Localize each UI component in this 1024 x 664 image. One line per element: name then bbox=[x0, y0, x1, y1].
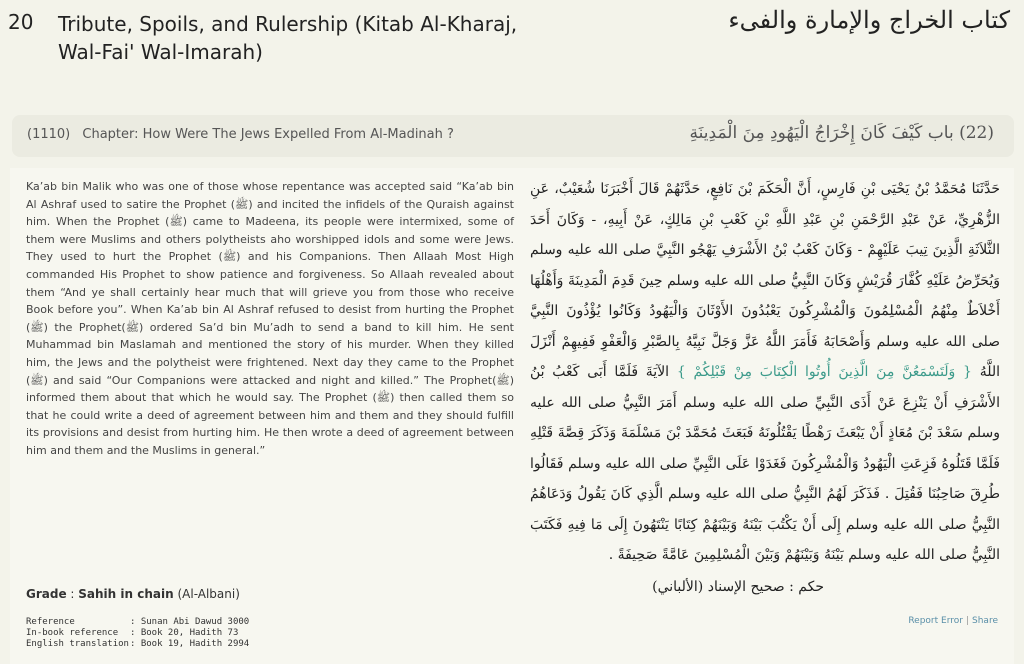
reference-label: Reference bbox=[26, 617, 75, 627]
grade-arabic-value: صحيح الإسناد bbox=[707, 579, 785, 595]
chapter-title-arabic: (22) باب كَيْفَ كَانَ إِخْرَاجُ الْيَهُودِ مِنَ الْمَدِينَةِ bbox=[689, 123, 994, 143]
reference-label: English translation bbox=[26, 639, 129, 649]
grade-label: Grade bbox=[26, 587, 67, 601]
book-title-arabic: كتاب الخراج والإمارة والفىء bbox=[728, 6, 1010, 34]
grade-value: Sahih in chain bbox=[78, 587, 174, 601]
book-header bbox=[0, 0, 1024, 110]
actions-separator: | bbox=[965, 616, 970, 626]
chapter-number: (1110) bbox=[27, 127, 71, 142]
quran-ayah: { وَلَتَسْمَعُنَّ مِنَ الَّذِينَ أُوتُوا الْكِتَابَ مِنْ قَبْلِكُمْ } bbox=[676, 364, 972, 380]
references-table bbox=[26, 617, 249, 650]
reference-value: : Sunan Abi Dawud 3000 bbox=[130, 617, 250, 627]
grade-arabic-label: حكم bbox=[798, 579, 824, 595]
hadith-arabic-text bbox=[530, 174, 1000, 571]
book-title-english: Tribute, Spoils, and Rulership (Kitab Al-Kharaj, Wal-Fai' Wal-Imarah) bbox=[58, 12, 518, 64]
reference-label: In-book reference bbox=[26, 628, 119, 638]
chapter-title-english bbox=[27, 127, 454, 142]
grade-arabic: حكم : صحيح الإسناد (الألباني) bbox=[652, 579, 824, 595]
reference-row bbox=[26, 617, 249, 628]
book-number: 20 bbox=[8, 10, 34, 34]
hadith-container bbox=[10, 168, 1014, 664]
hadith-english-text: Ka’ab bin Malik who was one of those whose repentance was accepted said “Ka’ab bin Al Ashraf used to satire the Prophet (ﷺ) and incited the infidels of the Quraish against him. When the Prophet (ﷺ) came to Madeena, its people were intermixed, some of them were Muslims and others polytheists aho worshipped idols and some were Jews. They used to hurt the Prophet (ﷺ) and his Companions. Then Allaah Most High commanded His Prophet to show patience and forgiveness. So Allaah revealed about them “And ye shall certainly hear much that will grieve you from those who receive Book before you”. When Ka’ab bin Al Ashraf refused to desist from hurting the Prophet (ﷺ) the Prophet(ﷺ) ordered Sa’d bin Mu’adh to send a band to kill him. He sent Muhammad bin Maslamah and mentioned the story of his murder. When they killed him, the Jews and the polytheist were frightened. Next day they came to the Prophet (ﷺ) and said “Our Companions were attacked and night and killed.” The Prophet(ﷺ) informed them about that which he would say. The Prophet (ﷺ) then called them so that he could write a deed of agreement between him and them and they should fulfill its provisions and desist from hurting him. He then wrote a deed of agreement between him and them and the Muslims in general.” bbox=[26, 180, 514, 457]
arabic-text-part2: الآيَةَ فَلَمَّا أَبَى كَعْبُ بْنُ الأَشْرَفِ أَنْ يَنْزِعَ عَنْ أَذَى النَّبِيِّ صلى الله عليه وسلم أَمَرَ النَّبِيُّ صلى الله عليه وسلم سَعْدَ بْنَ مُعَاذٍ أَنْ يَبْعَثَ رَهْطًا يَقْتُلُونَهُ فَبَعَثَ مُحَمَّدَ بْنَ مَسْلَمَةَ وَذَكَرَ قِصَّةَ قَتْلِهِ فَلَمَّا قَتَلُوهُ فَزِعَتِ الْيَهُودُ وَالْمُشْرِكُونَ فَغَدَوْا عَلَى النَّبِيِّ صلى الله عليه وسلم فَقَالُوا طُرِقَ صَاحِبُنَا فَقُتِلَ ‏.‏ فَذَكَرَ لَهُمُ النَّبِيُّ صلى الله عليه وسلم الَّذِي كَانَ يَقُولُ وَدَعَاهُمُ النَّبِيُّ صلى الله عليه وسلم إِلَى أَنْ يَكْتُبَ بَيْنَهُ وَبَيْنَهُمْ كِتَابًا يَنْتَهُونَ إِلَى مَا فِيهِ فَكَتَبَ النَّبِيُّ صلى الله عليه وسلم بَيْنَهُ وَبَيْنَهُمْ وَبَيْنَ الْمُسْلِمِينَ عَامَّةً صَحِيفَةً ‏. bbox=[530, 364, 1000, 563]
share-link[interactable]: Share bbox=[972, 616, 998, 626]
grade-english: Grade : Sahih in chain (Al-Albani) bbox=[26, 587, 240, 601]
chapter-bar bbox=[12, 115, 1014, 157]
arabic-text-part1: حَدَّثَنَا مُحَمَّدُ بْنُ يَحْيَى بْنِ فَارِسٍ، أَنَّ الْحَكَمَ بْنَ نَافِعٍ، حَدَّثَهُمْ قَالَ أَخْبَرَنَا شُعَيْبٌ، عَنِ الزُّهْرِيِّ، عَنْ عَبْدِ الرَّحْمَنِ بْنِ عَبْدِ اللَّهِ بْنِ كَعْبِ بْنِ مَالِكٍ، عَنْ أَبِيهِ، - وَكَانَ أَحَدَ الثَّلاَثَةِ الَّذِينَ تِيبَ عَلَيْهِمْ - وَكَانَ كَعْبُ بْنُ الأَشْرَفِ يَهْجُو النَّبِيَّ صلى الله عليه وسلم وَيُحَرِّضُ عَلَيْهِ كُفَّارَ قُرَيْشٍ وَكَانَ النَّبِيُّ صلى الله عليه وسلم حِينَ قَدِمَ الْمَدِينَةَ وَأَهْلُهَا أَخْلاَطٌ مِنْهُمُ الْمُسْلِمُونَ وَالْمُشْرِكُونَ يَعْبُدُونَ الأَوْثَانَ وَالْيَهُودُ وَكَانُوا يُؤْذُونَ النَّبِيَّ صلى الله عليه وسلم وَأَصْحَابَهُ فَأَمَرَ اللَّهُ عَزَّ وَجَلَّ نَبِيَّهُ بِالصَّبْرِ وَالْعَفْوِ فَفِيهِمْ أَنْزَلَ اللَّهُ bbox=[530, 181, 1001, 380]
reference-value: : Book 20, Hadith 73 bbox=[130, 628, 239, 638]
reference-row bbox=[26, 628, 249, 639]
chapter-title-text: Chapter: How Were The Jews Expelled From Al-Madinah ? bbox=[82, 127, 454, 142]
grade-arabic-source: (الألباني) bbox=[652, 579, 704, 595]
report-error-link[interactable]: Report Error bbox=[908, 616, 963, 626]
grade-source: (Al-Albani) bbox=[177, 587, 240, 601]
hadith-actions bbox=[908, 616, 998, 626]
reference-value: : Book 19, Hadith 2994 bbox=[130, 639, 250, 649]
reference-row bbox=[26, 639, 249, 650]
